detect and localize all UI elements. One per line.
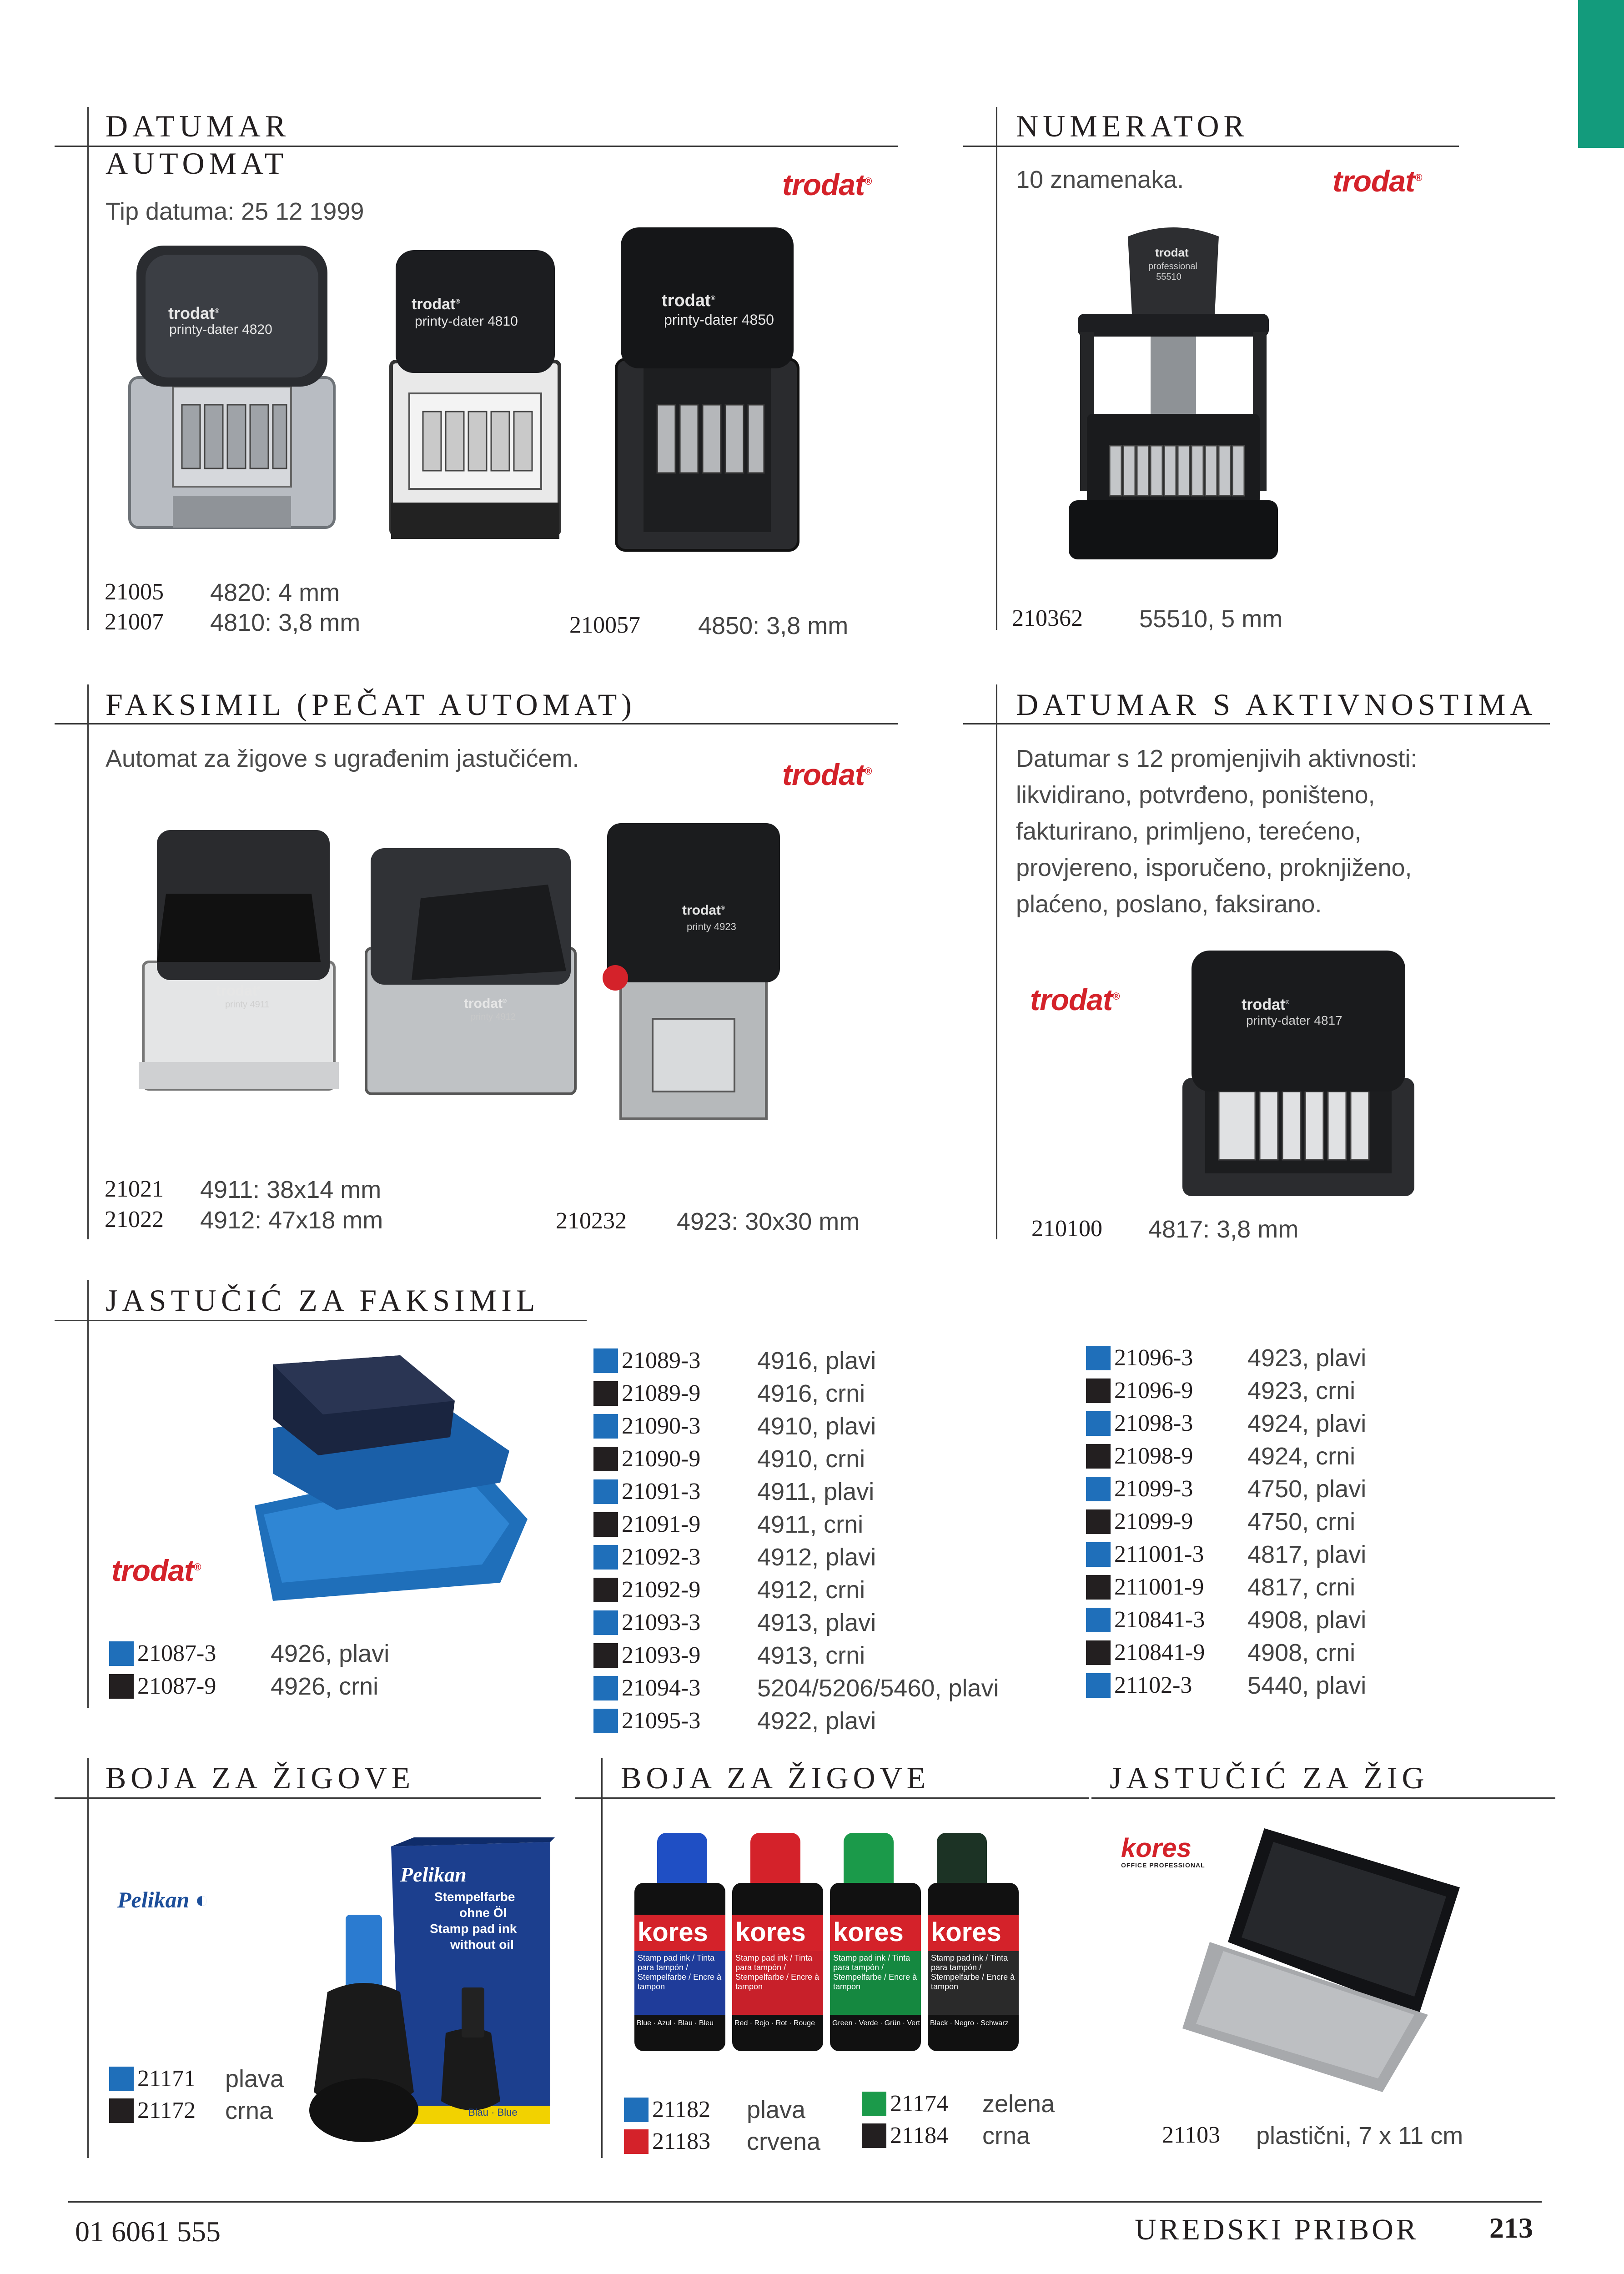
product-value: 4911: 38x14 mm	[200, 1176, 382, 1203]
stamp-label: trodat®	[216, 982, 261, 999]
color-swatch	[1086, 1444, 1111, 1469]
color-swatch	[593, 1709, 618, 1733]
ink-pad-image	[246, 1346, 537, 1610]
product-code: 21005	[105, 579, 164, 605]
pelikan-logo: Pelikan ◐	[117, 1887, 209, 1912]
section-title: AUTOMAT	[106, 146, 288, 181]
section-divider	[996, 684, 997, 1239]
section-divider	[87, 1758, 89, 2158]
stamp-4820-image	[118, 241, 346, 537]
stamp-label: professional 55510	[1148, 262, 1197, 282]
section-rule	[55, 723, 898, 724]
product-code: 210232	[556, 1208, 627, 1234]
section-title: BOJA ZA ŽIGOVE	[106, 1761, 415, 1795]
footer-section: UREDSKI PRIBOR	[1135, 2213, 1419, 2246]
stamp-label: trodat	[1155, 246, 1189, 259]
stamp-label: printy 4911	[225, 1000, 270, 1010]
section-description: 10 znamenaka.	[1016, 166, 1184, 193]
bottle-color-label: Red · Rojo · Rot · Rouge	[734, 2019, 815, 2027]
product-code: 21022	[105, 1207, 164, 1233]
stamp-label: trodat®	[1242, 996, 1290, 1013]
section-title: FAKSIMIL (PEČAT AUTOMAT)	[106, 687, 636, 722]
color-swatch	[593, 1414, 618, 1439]
stamp-4817-image	[1178, 946, 1419, 1201]
kores-logo: kores OFFICE PROFESSIONAL	[1121, 1833, 1205, 1869]
section-rule	[55, 1320, 587, 1321]
product-value: 4850: 3,8 mm	[698, 612, 849, 639]
section-divider	[87, 684, 89, 1239]
section-rule	[1091, 1797, 1555, 1799]
stamp-label: trodat®	[412, 296, 460, 313]
stamp-label: trodat®	[464, 996, 507, 1011]
bottle-desc: Stamp pad ink / Tinta para tampón / Stempelfarbe / Encre à tampon	[735, 1953, 820, 1991]
section-description: provjereno, isporučeno, proknjiženo,	[1016, 854, 1412, 881]
section-divider	[601, 1758, 603, 2158]
section-divider	[996, 107, 997, 630]
bottle-desc: Stamp pad ink / Tinta para tampón / Stempelfarbe / Encre à tampon	[638, 1953, 722, 1991]
section-rule	[55, 1797, 541, 1799]
color-swatch	[593, 1676, 618, 1700]
product-value: 4820: 4 mm	[210, 579, 340, 606]
bottle-brand: kores	[735, 1917, 806, 1947]
product-value: 4923: 30x30 mm	[677, 1208, 860, 1235]
bottle-color-label: Green · Verde · Grün · Vert	[832, 2019, 920, 2027]
section-description: likvidirano, potvrđeno, poništeno,	[1016, 781, 1375, 809]
bottle-brand: kores	[833, 1917, 904, 1947]
color-swatch	[1086, 1346, 1111, 1370]
section-title: JASTUČIĆ ZA ŽIG	[1110, 1761, 1429, 1795]
section-title: BOJA ZA ŽIGOVE	[621, 1761, 930, 1795]
section-title: DATUMAR	[106, 109, 291, 143]
color-swatch	[593, 1447, 618, 1471]
section-title: NUMERATOR	[1016, 109, 1249, 143]
page-number: 213	[1489, 2212, 1533, 2244]
color-swatch	[1086, 1640, 1111, 1665]
color-swatch	[1086, 1378, 1111, 1403]
footer-phone: 01 6061 555	[75, 2215, 221, 2248]
stamp-pad-image	[1182, 1824, 1464, 2097]
stamp-4912-image	[357, 844, 584, 1103]
product-value: 55510, 5 mm	[1139, 605, 1283, 633]
bottle-brand: kores	[931, 1917, 1001, 1947]
color-swatch	[593, 1348, 618, 1373]
bottle-desc: Stamp pad ink / Tinta para tampón / Stempelfarbe / Encre à tampon	[833, 1953, 917, 1991]
section-description: Tip datuma: 25 12 1999	[106, 198, 364, 225]
section-divider	[87, 1280, 89, 1708]
box-text: Stamp pad ink	[430, 1922, 517, 1936]
stamp-4850-image	[612, 223, 803, 555]
color-swatch	[624, 2129, 649, 2154]
color-swatch	[593, 1578, 618, 1602]
product-value: 4817: 3,8 mm	[1148, 1216, 1299, 1243]
section-description: fakturirano, primljeno, terećeno,	[1016, 818, 1362, 845]
stamp-4911-image	[130, 825, 348, 1098]
product-code: 210362	[1012, 605, 1083, 631]
stamp-4810-image	[382, 248, 568, 543]
stamp-label: printy-dater 4817	[1246, 1013, 1342, 1027]
box-text: without oil	[450, 1937, 514, 1952]
color-swatch	[593, 1545, 618, 1570]
section-description: Datumar s 12 promjenjivih aktivnosti:	[1016, 745, 1418, 772]
chapter-tab	[1578, 0, 1624, 148]
product-code: 210057	[569, 612, 640, 638]
color-swatch	[1086, 1673, 1111, 1698]
section-title: JASTUČIĆ ZA FAKSIMIL	[106, 1283, 540, 1318]
stamp-label: printy-dater 4850	[664, 312, 774, 328]
stamp-label: trodat®	[168, 304, 220, 322]
color-swatch	[593, 1610, 618, 1635]
color-swatch	[109, 1674, 134, 1699]
product-code: 210100	[1031, 1216, 1102, 1242]
bottle-color-label: Black · Negro · Schwarz	[930, 2019, 1009, 2027]
stamp-label: printy-dater 4820	[169, 322, 272, 337]
section-description: plaćeno, poslano, faksirano.	[1016, 890, 1322, 918]
color-swatch	[1086, 1509, 1111, 1534]
box-text: Blau · Blue	[468, 2107, 518, 2118]
section-title: DATUMAR S AKTIVNOSTIMA	[1016, 687, 1537, 722]
color-swatch	[109, 2067, 134, 2091]
stamp-label: trodat®	[682, 903, 725, 918]
stamp-label: printy 4923	[687, 921, 736, 932]
product-value: plastični, 7 x 11 cm	[1256, 2122, 1463, 2149]
color-swatch	[1086, 1575, 1111, 1600]
stamp-label: printy 4912	[471, 1012, 516, 1022]
section-description: Automat za žigove s ugrađenim jastučićem.	[106, 745, 579, 772]
bottle-color-label: Blue · Azul · Blau · Bleu	[637, 2019, 714, 2027]
color-swatch	[593, 1479, 618, 1504]
trodat-logo: trodat®	[1332, 164, 1422, 198]
color-swatch	[1086, 1542, 1111, 1567]
trodat-logo: trodat®	[782, 758, 872, 791]
trodat-logo: trodat®	[1030, 983, 1120, 1016]
color-swatch	[862, 2092, 886, 2116]
color-swatch	[593, 1381, 618, 1406]
color-swatch	[593, 1643, 618, 1668]
section-divider	[87, 107, 89, 630]
product-code: 21007	[105, 609, 164, 635]
color-swatch	[109, 1641, 134, 1666]
stamp-label: printy-dater 4810	[415, 314, 518, 329]
color-swatch	[109, 2098, 134, 2123]
section-rule	[575, 1797, 1089, 1799]
product-value: 4810: 3,8 mm	[210, 609, 361, 636]
product-code: 21021	[105, 1176, 164, 1202]
bottle-desc: Stamp pad ink / Tinta para tampón / Stempelfarbe / Encre à tampon	[931, 1953, 1015, 1991]
color-swatch	[1086, 1608, 1111, 1632]
bottle-brand: kores	[638, 1917, 708, 1947]
color-swatch	[862, 2123, 886, 2148]
section-rule	[963, 146, 1459, 147]
trodat-logo: trodat®	[111, 1554, 201, 1587]
stamp-4923-image	[598, 819, 780, 1128]
footer-rule	[68, 2201, 1542, 2203]
box-text: Stempelfarbe	[434, 1890, 515, 1904]
color-swatch	[593, 1512, 618, 1537]
product-value: 4912: 47x18 mm	[200, 1207, 383, 1234]
product-code: 21103	[1162, 2122, 1221, 2148]
box-text: ohne Öl	[459, 1906, 507, 1920]
trodat-logo: trodat®	[782, 168, 872, 201]
section-rule	[963, 723, 1550, 724]
color-swatch	[624, 2098, 649, 2122]
color-swatch	[1086, 1477, 1111, 1501]
box-brand: Pelikan	[400, 1863, 467, 1886]
color-swatch	[1086, 1411, 1111, 1436]
stamp-label: trodat®	[662, 291, 715, 310]
